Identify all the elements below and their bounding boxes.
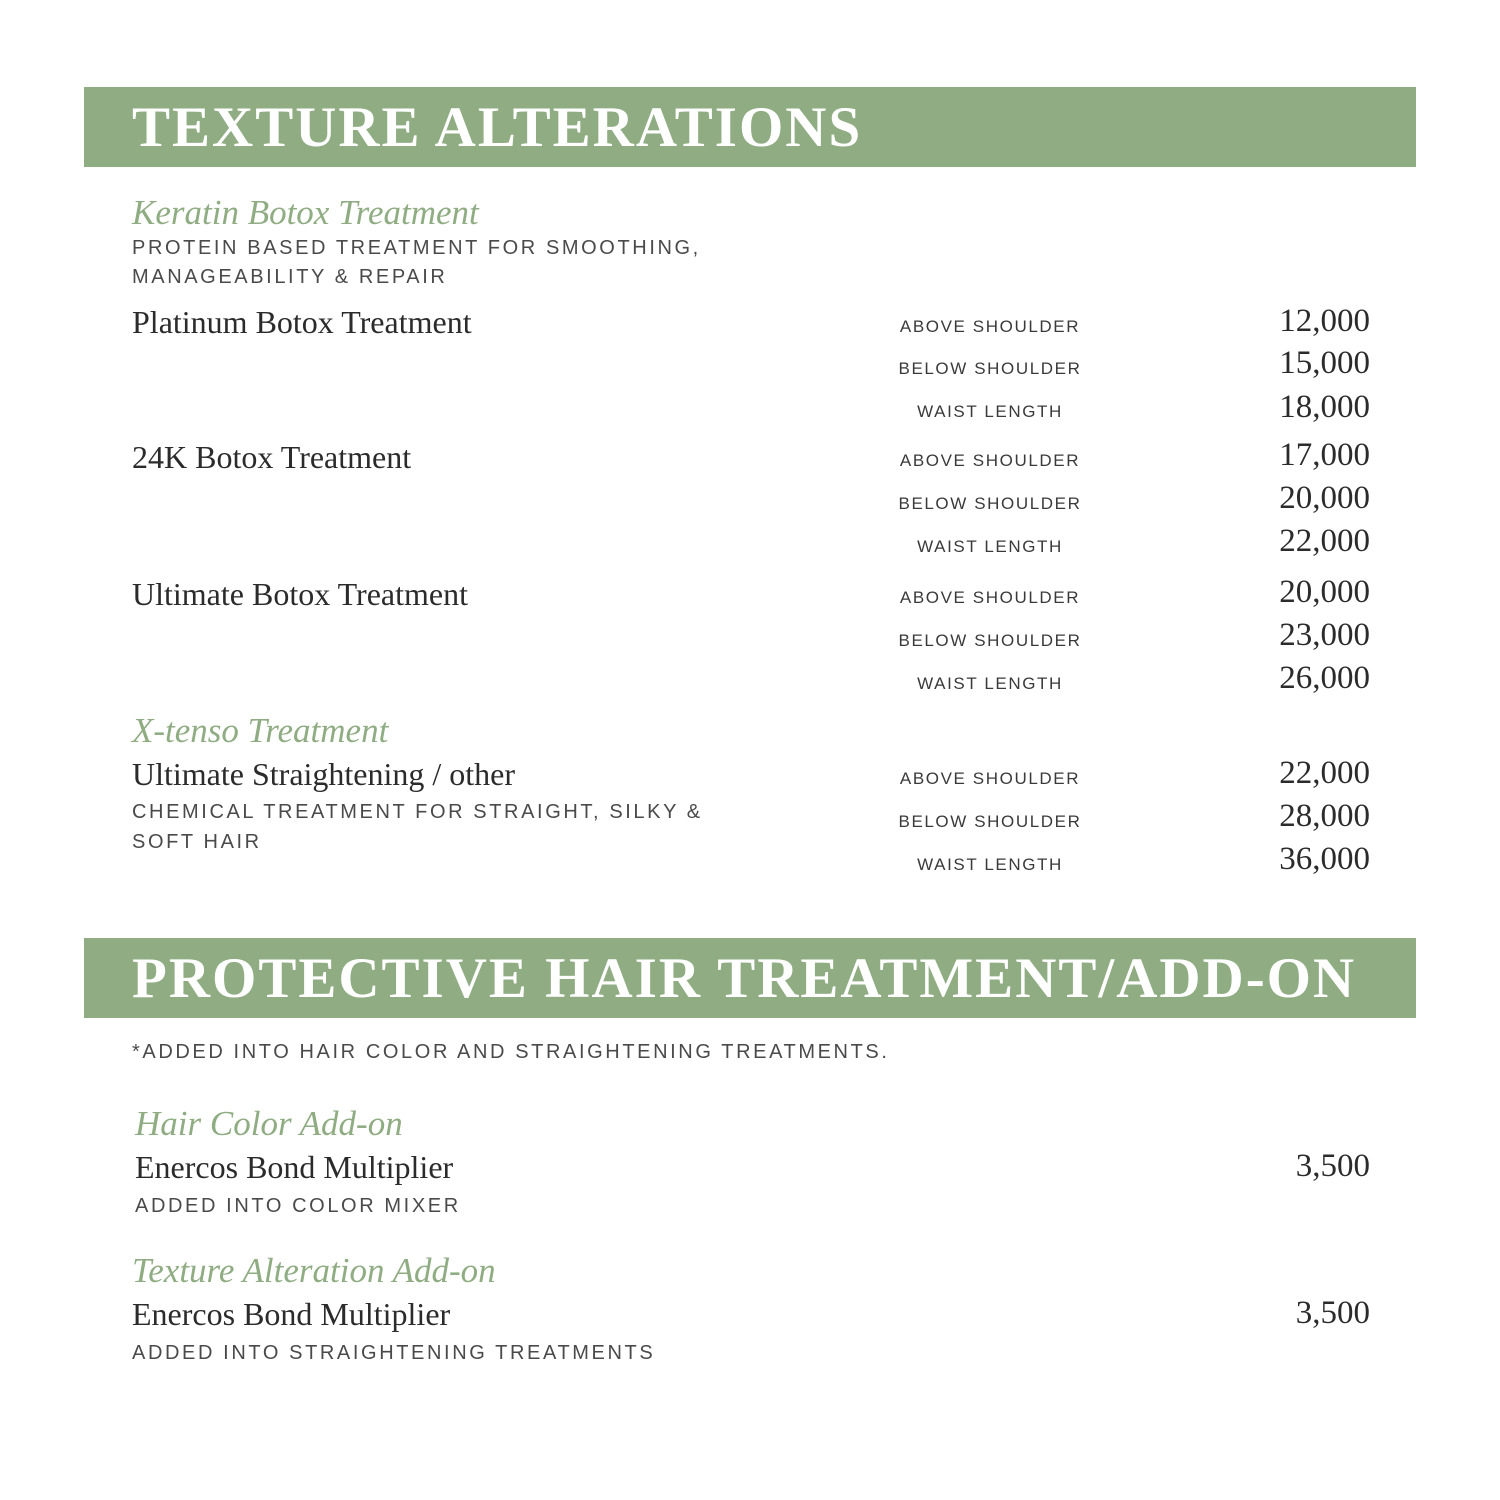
length-label: ABOVE SHOULDER [899,588,1081,607]
category-description-line2: MANAGEABILITY & REPAIR [132,266,448,288]
item-description-line1: CHEMICAL TREATMENT FOR STRAIGHT, SILKY & [132,801,703,823]
addon-name: Enercos Bond Multiplier [132,1296,451,1332]
item-name-24k: 24K Botox Treatment [132,439,412,475]
section-title: TEXTURE ALTERATIONS [132,96,863,159]
price: 20,000 [1279,574,1370,610]
price: 18,000 [1279,389,1370,425]
section-banner-texture-alterations [84,87,1416,167]
item-name-platinum: Platinum Botox Treatment [132,304,472,340]
price: 15,000 [1279,345,1370,381]
price: 22,000 [1279,755,1370,791]
item-name-ultimate: Ultimate Botox Treatment [132,576,468,612]
addon-description: ADDED INTO STRAIGHTENING TREATMENTS [132,1342,656,1364]
addon-category-texture-alteration: Texture Alteration Add-on [132,1251,496,1290]
length-label: BELOW SHOULDER [898,359,1082,378]
length-label: BELOW SHOULDER [898,631,1082,650]
length-label: ABOVE SHOULDER [899,317,1081,336]
item-name-ultimate-straightening: Ultimate Straightening / other [132,756,516,792]
category-title-xtenso: X-tenso Treatment [132,711,389,750]
length-label: ABOVE SHOULDER [899,769,1081,788]
price: 17,000 [1279,437,1370,473]
category-description-line1: PROTEIN BASED TREATMENT FOR SMOOTHING, [132,237,701,259]
price: 26,000 [1279,660,1370,696]
item-description-line2: SOFT HAIR [132,831,262,853]
section-note: *ADDED INTO HAIR COLOR AND STRAIGHTENING TREATMENTS. [132,1041,890,1063]
length-label: WAIST LENGTH [917,855,1063,874]
category-title-keratin: Keratin Botox Treatment [132,193,479,232]
length-label: BELOW SHOULDER [898,812,1082,831]
addon-description: ADDED INTO COLOR MIXER [135,1195,461,1217]
section-banner-protective-treatment [84,938,1416,1018]
addon-name: Enercos Bond Multiplier [135,1149,454,1185]
price: 36,000 [1279,841,1370,877]
length-label: WAIST LENGTH [917,402,1063,421]
price: 20,000 [1279,480,1370,516]
length-label: WAIST LENGTH [917,674,1063,693]
addon-category-hair-color: Hair Color Add-on [135,1104,403,1143]
price: 28,000 [1279,798,1370,834]
price: 22,000 [1279,523,1370,559]
addon-price: 3,500 [1295,1148,1370,1184]
addon-price: 3,500 [1295,1295,1370,1331]
price: 12,000 [1279,303,1370,339]
length-label: BELOW SHOULDER [898,494,1082,513]
section-title: PROTECTIVE HAIR TREATMENT/ADD-ON [132,947,1357,1010]
price: 23,000 [1279,617,1370,653]
length-label: WAIST LENGTH [917,537,1063,556]
length-label: ABOVE SHOULDER [899,451,1081,470]
